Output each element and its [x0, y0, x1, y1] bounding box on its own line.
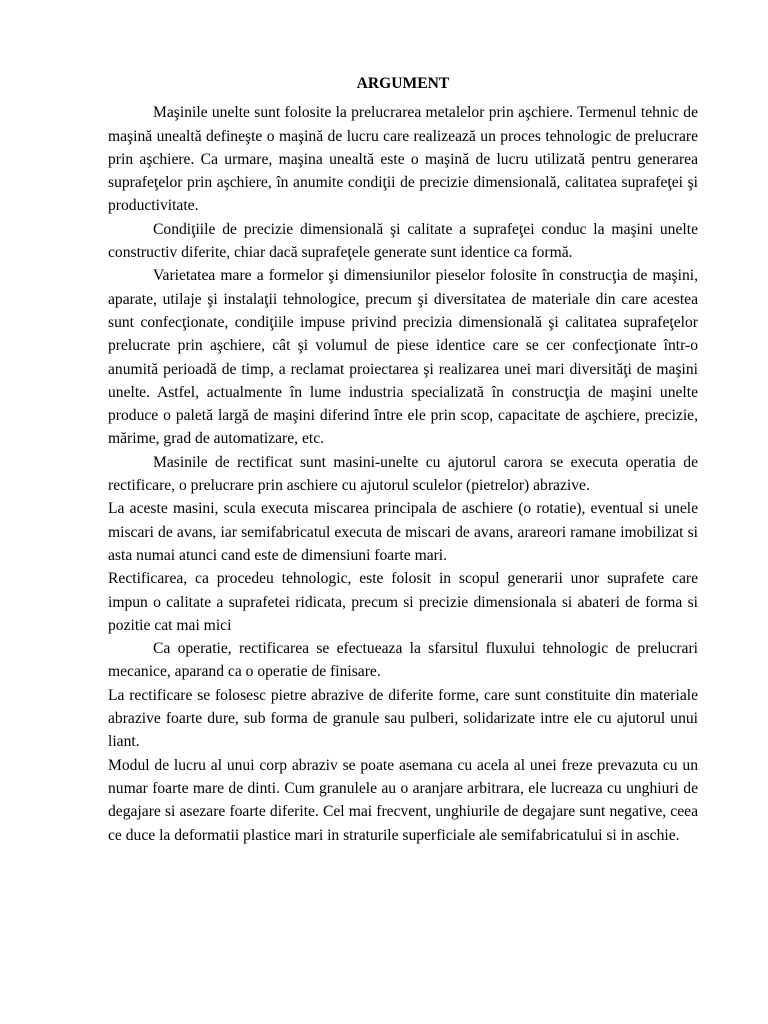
paragraph-5: La aceste masini, scula executa miscarea principala de aschiere (o rotatie), eventual si unele miscari de avans, iar semifabricatul executa de miscari de avans, arareori ramane imobilizat si asta numai atunci cand este de dimensiuni foarte mari. [108, 500, 698, 564]
paragraph-4: Masinile de rectificat sunt masini-unelte cu ajutorul carora se executa operatia de rectificare, o prelucrare prin aschiere cu ajutorul sculelor (pietrelor) abrazive. [108, 453, 698, 495]
document-page [108, 72, 698, 847]
paragraph-3: Varietatea mare a formelor şi dimensiunilor pieselor folosite în construcţia de maşini, aparate, utilaje şi instalaţii tehnologice, precum şi diversitatea de materiale din care acestea sunt confecţionate, condiţiile impuse privind precizia dimensională şi calitatea suprafeţelor prelucrate prin aşchiere, cât şi volumul de piese identice care se cer confecţionate într-o anumită perioadă de timp, a reclamat proiectarea şi realizarea unei mari diversităţi de maşini unelte. Astfel, actualmente în lume industria specializată în construcţia de maşini unelte produce o paletă largă de maşini diferind între ele prin scop, capacitate de aşchiere, precizie, mărime, grad de automatizare, etc. [108, 267, 698, 448]
paragraph-6: Rectificarea, ca procedeu tehnologic, este folosit in scopul generarii unor suprafete care impun o calitate a suprafetei ridicata, precum si precizie dimensionala si abateri de forma si pozitie cat mai mici [108, 570, 698, 634]
paragraph-8: La rectificare se folosesc pietre abrazive de diferite forme, care sunt constituite din materiale abrazive foarte dure, sub forma de granule sau pulberi, solidarizate intre ele cu ajutorul unui liant. [108, 686, 698, 751]
document-title: ARGUMENT [356, 75, 450, 92]
paragraph-1: Maşinile unelte sunt folosite la prelucrarea metalelor prin aşchiere. Termenul tehnic de maşină unealtă defineşte o maşină de lucru care realizează un proces tehnologic de prelucrare prin aşchiere. Ca urmare, maşina unealtă este o maşină de lucru utilizată pentru generarea suprafeţelor prin aşchiere, în anumite condiţii de precizie dimensională, calitatea suprafeţei şi productivitate. [108, 104, 698, 215]
paragraph-9: Modul de lucru al unui corp abraziv se poate asemana cu acela al unei freze prevazuta cu un numar foarte mare de dinti. Cum granulele au o aranjare arbitrara, ele lucreaza cu unghiuri de degajare si asezare foarte diferite. Cel mai frecvent, unghiurile de degajare sunt negative, ceea ce duce la deformatii plastice mari in straturile superficiale ale semifabricatului si in aschie. [108, 756, 698, 844]
paragraph-7: Ca operatie, rectificarea se efectueaza la sfarsitul fluxului tehnologic de prelucrari mecanice, aparand ca o operatie de finisare. [108, 640, 698, 681]
paragraph-2: Condiţiile de precizie dimensională şi calitate a suprafeţei conduc la maşini unelte constructiv diferite, chiar dacă suprafeţele generate sunt identice ca formă. [108, 220, 698, 262]
